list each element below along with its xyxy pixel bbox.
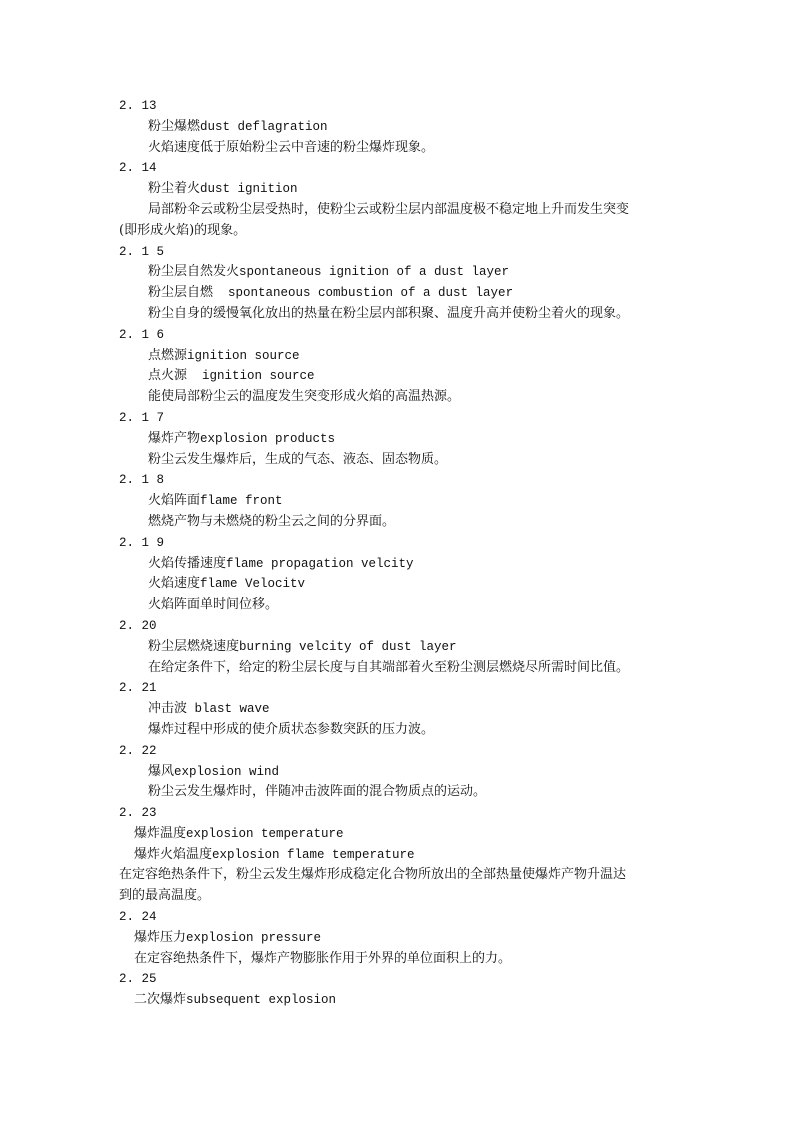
term-en: spontaneous combustion of a dust layer [213, 286, 514, 301]
term-en: explosion flame temperature [212, 847, 415, 862]
definition-line: 粉尘自身的缓慢氧化放出的热量在粉尘层内部积聚、温度升高并使粉尘着火的现象。 [148, 305, 630, 321]
section-number: 2. 22 [119, 743, 157, 758]
term-zh: 火焰阵面 [148, 493, 201, 509]
definition-line: 在定容绝热条件下，粉尘云发生爆炸形成稳定化合物所放出的全部热量使爆炸产物升温达 [119, 867, 627, 883]
term-en: flame propagation velcity [226, 556, 414, 571]
term-line [0, 637, 793, 658]
term-en: subsequent explosion [186, 993, 337, 1008]
definition-line: 火焰阵面单时间位移。 [148, 597, 279, 613]
section-number: 2. 13 [119, 99, 157, 113]
section-number: 2. 1 8 [119, 473, 165, 488]
term-en: explosion temperature [186, 826, 344, 841]
definition-line: 到的最高温度。 [119, 888, 211, 904]
definition-line: (即形成火焰)的现象。 [119, 222, 247, 238]
term-en: flame front [200, 494, 283, 509]
term-line [0, 762, 793, 783]
term-en: ignition source [187, 348, 300, 363]
term-en: burning velcity of dust layer [239, 639, 457, 654]
term-line [0, 366, 793, 387]
term-en: dust deflagration [200, 119, 328, 134]
document-page [0, 96, 793, 1011]
term-line [0, 179, 793, 200]
term-en: spontaneous ignition of a dust layer [239, 265, 510, 280]
section-number: 2. 25 [119, 972, 157, 987]
term-line [0, 117, 793, 138]
term-line [0, 845, 793, 866]
section-number: 2. 1 5 [119, 244, 165, 259]
definition-line: 粉尘云发生爆炸后，生成的气态、液态、固态物质。 [148, 451, 448, 467]
term-zh: 点火源 [148, 368, 188, 384]
term-line [0, 824, 793, 845]
section-number: 2. 1 7 [119, 410, 165, 425]
definition-line: 爆炸过程中形成的使介质状态参数突跃的压力波。 [148, 721, 435, 737]
term-zh: 爆炸压力 [134, 929, 187, 945]
section-number: 2. 1 9 [119, 535, 165, 550]
term-zh: 粉尘爆燃 [148, 118, 201, 134]
definition-line: 局部粉伞云或粉尘层受热时，使粉尘云或粉尘层内部温度极不稳定地上升而发生突变 [148, 201, 630, 217]
section-number: 2. 21 [119, 681, 157, 696]
term-line [0, 262, 793, 283]
term-zh: 粉尘层燃烧速度 [148, 638, 240, 654]
term-line [0, 699, 793, 720]
term-en: ignition source [187, 369, 315, 384]
term-zh: 点燃源 [148, 347, 188, 363]
definition-line: 燃烧产物与未燃烧的粉尘云之间的分界面。 [148, 513, 396, 529]
definition-line: 在定容绝热条件下，爆炸产物膨胀作用于外界的单位面积上的力。 [134, 950, 512, 966]
term-line [0, 491, 793, 512]
term-line [0, 283, 793, 304]
definition-line: 粉尘云发生爆炸时，伴随冲击波阵面的混合物质点的运动。 [148, 784, 487, 800]
term-zh: 爆风 [148, 763, 175, 779]
definition-line: 能使局部粉尘云的温度发生突变形成火焰的高温热源。 [148, 389, 461, 405]
term-zh: 火焰速度 [148, 576, 201, 592]
section-number: 2. 14 [119, 161, 157, 176]
term-en: explosion wind [174, 764, 280, 779]
term-line [0, 574, 793, 595]
term-zh: 爆炸火焰温度 [134, 846, 213, 862]
definition-line: 火焰速度低于原始粉尘云中音速的粉尘爆炸现象。 [148, 139, 435, 155]
section-number: 2. 24 [119, 910, 157, 925]
term-line [0, 928, 793, 949]
term-zh: 火焰传播速度 [148, 555, 227, 571]
definition-line: 在给定条件下，给定的粉尘层长度与自其端部着火至粉尘测层燃烧尽所需时间比值。 [148, 659, 630, 675]
term-zh: 粉尘层自燃 [148, 285, 214, 301]
term-en: dust ignition [200, 182, 298, 197]
section-number: 2. 1 6 [119, 327, 165, 342]
section-number: 2. 23 [119, 806, 157, 821]
term-zh: 爆炸温度 [134, 825, 187, 841]
term-en: explosion pressure [186, 930, 322, 945]
term-zh: 爆炸产物 [148, 430, 201, 446]
term-zh: 粉尘层自然发火 [148, 264, 240, 280]
term-en: flame Velocitv [200, 577, 306, 592]
term-line [0, 429, 793, 450]
term-en: blast wave [187, 702, 270, 717]
term-zh: 冲击波 [148, 701, 188, 717]
term-zh: 粉尘着火 [148, 181, 201, 197]
term-line [0, 346, 793, 367]
term-line [0, 990, 793, 1011]
section-number: 2. 20 [119, 618, 157, 633]
term-en: explosion products [200, 431, 336, 446]
term-zh: 二次爆炸 [134, 992, 187, 1008]
term-line [0, 554, 793, 575]
